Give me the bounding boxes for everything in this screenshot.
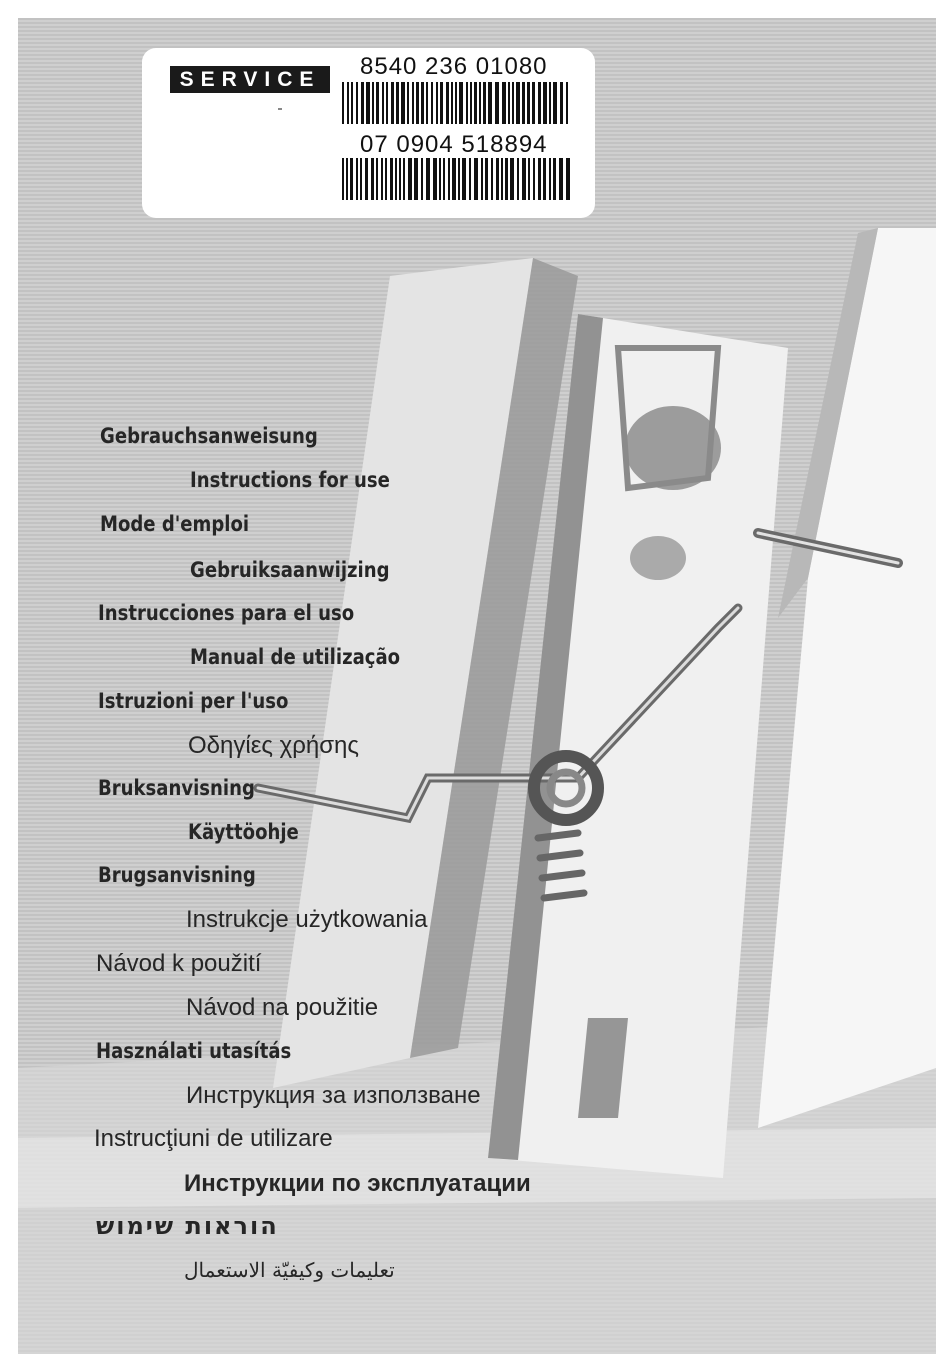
language-title-english: Instructions for use <box>190 468 390 492</box>
language-title-german: Gebrauchsanweisung <box>100 424 318 448</box>
service-badge: SERVICE <box>170 66 330 93</box>
language-title-danish: Brugsanvisning <box>98 863 256 887</box>
language-title-hebrew: הוראות שימוש <box>96 1212 279 1240</box>
language-title-russian: Инструкции по эксплуатации <box>184 1170 531 1197</box>
language-title-polish: Instrukcje użytkowania <box>186 906 428 933</box>
language-title-romanian: Instrucţiuni de utilizare <box>94 1125 333 1152</box>
cover <box>18 18 936 1354</box>
language-list <box>18 18 936 1354</box>
language-title-greek: Οδηγίες χρήσης <box>188 732 359 759</box>
language-title-french: Mode d'emploi <box>100 512 250 536</box>
language-title-portuguese: Manual de utilização <box>190 645 401 669</box>
service-code-primary: 8540 236 01080 <box>360 53 548 80</box>
language-title-finnish: Käyttöohje <box>188 820 299 844</box>
language-title-swedish: Bruksanvisning <box>98 776 255 800</box>
language-title-spanish: Instrucciones para el uso <box>98 601 355 625</box>
language-title-dutch: Gebruiksaanwijzing <box>190 558 390 582</box>
language-title-czech: Návod k použití <box>96 950 262 977</box>
service-code-secondary: 07 0904 518894 <box>360 131 548 158</box>
language-title-arabic: تعليمات وكيفيّة الاستعمال <box>184 1258 395 1282</box>
language-title-bulgarian: Инструкция за използване <box>186 1082 481 1109</box>
language-title-hungarian: Használati utasítás <box>96 1039 292 1063</box>
language-title-slovak: Návod na použitie <box>186 994 379 1021</box>
language-title-italian: Istruzioni per l'uso <box>98 689 289 713</box>
